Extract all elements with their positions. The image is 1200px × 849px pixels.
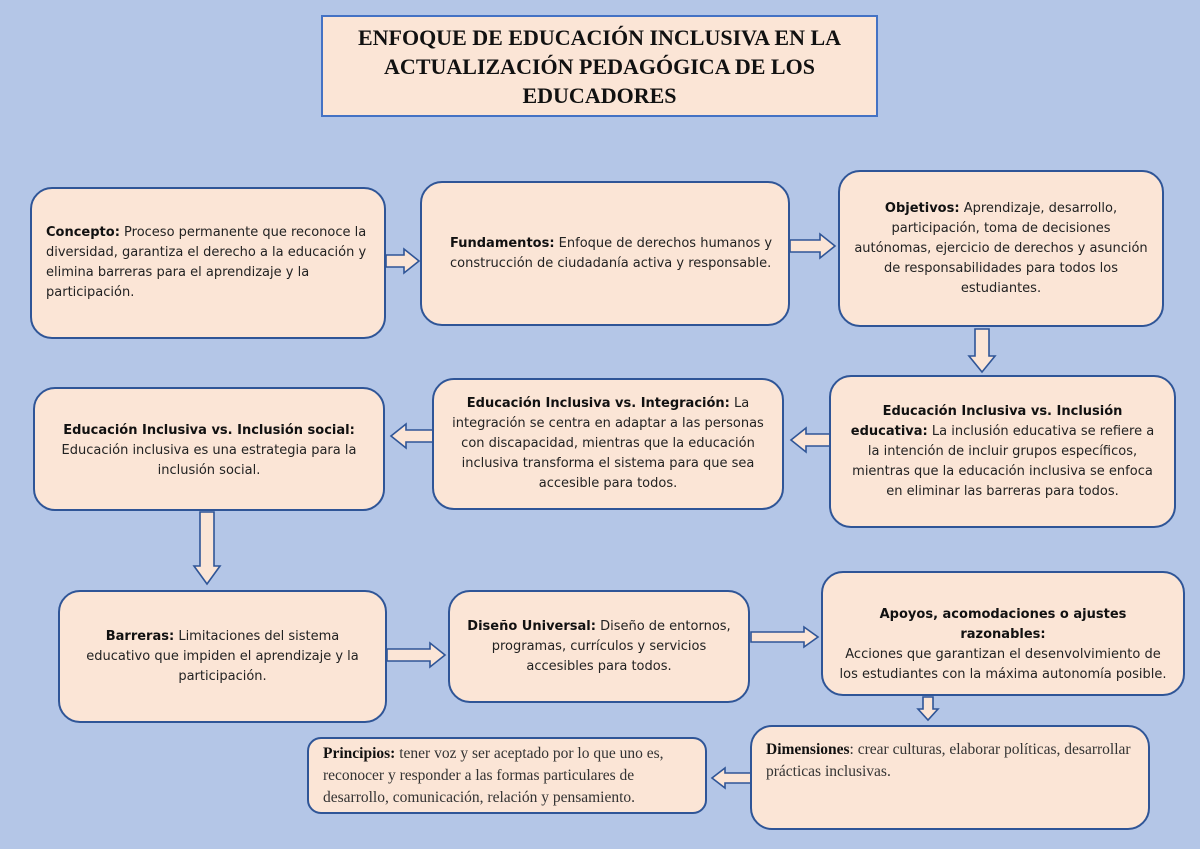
arrow-inclusion-educativa-to-integracion [791, 428, 830, 452]
apoyos-label: Apoyos, acomodaciones o ajustes razonables: [879, 607, 1127, 642]
node-dimensiones [750, 725, 1150, 830]
title-text: ENFOQUE DE EDUCACIÓN INCLUSIVA EN LA ACTUALIZACIÓN PEDAGÓGICA DE LOS EDUCADORES [357, 24, 842, 108]
principios-text: tener voz y ser aceptado por lo que uno es, reconocer y responder a las formas particulares de desarrollo, comunicación, relación y pensamiento. [323, 744, 664, 806]
node-inclusion-educativa [829, 375, 1176, 528]
arrow-concepto-to-fundamentos [386, 249, 419, 273]
integracion-text: La integración se centra en adaptar a las personas con discapacidad, mientras que la educación inclusiva transforma el sistema para que sea accesible para todos. [452, 396, 764, 491]
fundamentos-text: Enfoque de derechos humanos y construcción de ciudadanía activa y responsable. [450, 235, 773, 271]
dimensiones-text: : crear culturas, elaborar políticas, desarrollar prácticas inclusivas. [766, 741, 1131, 780]
arrow-dimensiones-to-principios [712, 768, 752, 788]
inclusion-social-text: Educación inclusiva es una estrategia para la inclusión social. [61, 443, 357, 478]
node-fundamentos [420, 181, 790, 326]
node-inclusion-social [33, 387, 385, 511]
arrow-integracion-to-inclusion-social [391, 424, 433, 448]
objetivos-label: Objetivos: [884, 200, 960, 216]
node-principios [307, 737, 707, 814]
arrow-barreras-to-diseno [387, 643, 445, 667]
dimensiones-label: Dimensiones [766, 741, 850, 758]
inclusion-educativa-label: Educación Inclusiva vs. Inclusión educativa: [850, 403, 1123, 439]
arrow-diseno-to-apoyos [751, 627, 818, 647]
diseno-label: Diseño Universal: [467, 618, 596, 634]
principios-label: Principios: [323, 744, 396, 762]
arrow-apoyos-to-dimensiones [918, 697, 938, 720]
arrow-objetivos-to-inclusion-educativa [969, 329, 995, 372]
node-objetivos [838, 170, 1164, 327]
node-concepto [30, 187, 386, 339]
inclusion-educativa-text: La inclusión educativa se refiere a la intención de incluir grupos específicos, mientras que la educación inclusiva se enfoca en eliminar las barreras para todos. [852, 423, 1155, 499]
node-barreras [58, 590, 387, 723]
barreras-label: Barreras: [105, 628, 175, 644]
arrow-inclusion-social-to-barreras [194, 512, 220, 584]
apoyos-text: Acciones que garantizan el desenvolvimiento de los estudiantes con la máxima autonomía posible. [839, 647, 1167, 682]
node-diseno-universal [448, 590, 750, 703]
integracion-label: Educación Inclusiva vs. Integración: [466, 396, 730, 411]
inclusion-social-label: Educación Inclusiva vs. Inclusión social: [63, 423, 355, 438]
node-integracion [432, 378, 784, 510]
arrow-fundamentos-to-objetivos [790, 234, 835, 258]
barreras-text: Limitaciones del sistema educativo que impiden el aprendizaje y la participación. [86, 628, 359, 684]
concepto-text: Proceso permanente que reconoce la diversidad, garantiza el derecho a la educación y elimina barreras para el aprendizaje y la participación. [46, 225, 367, 300]
diseno-text: Diseño de entornos, programas, currículos y servicios accesibles para todos. [491, 618, 731, 674]
objetivos-text: Aprendizaje, desarrollo, participación, toma de decisiones autónomas, ejercicio de derechos y asunción de responsabilidades para todos los estudiantes. [854, 200, 1148, 296]
node-apoyos [821, 571, 1185, 696]
fundamentos-label: Fundamentos: [450, 235, 555, 251]
concepto-label: Concepto: [46, 225, 120, 240]
